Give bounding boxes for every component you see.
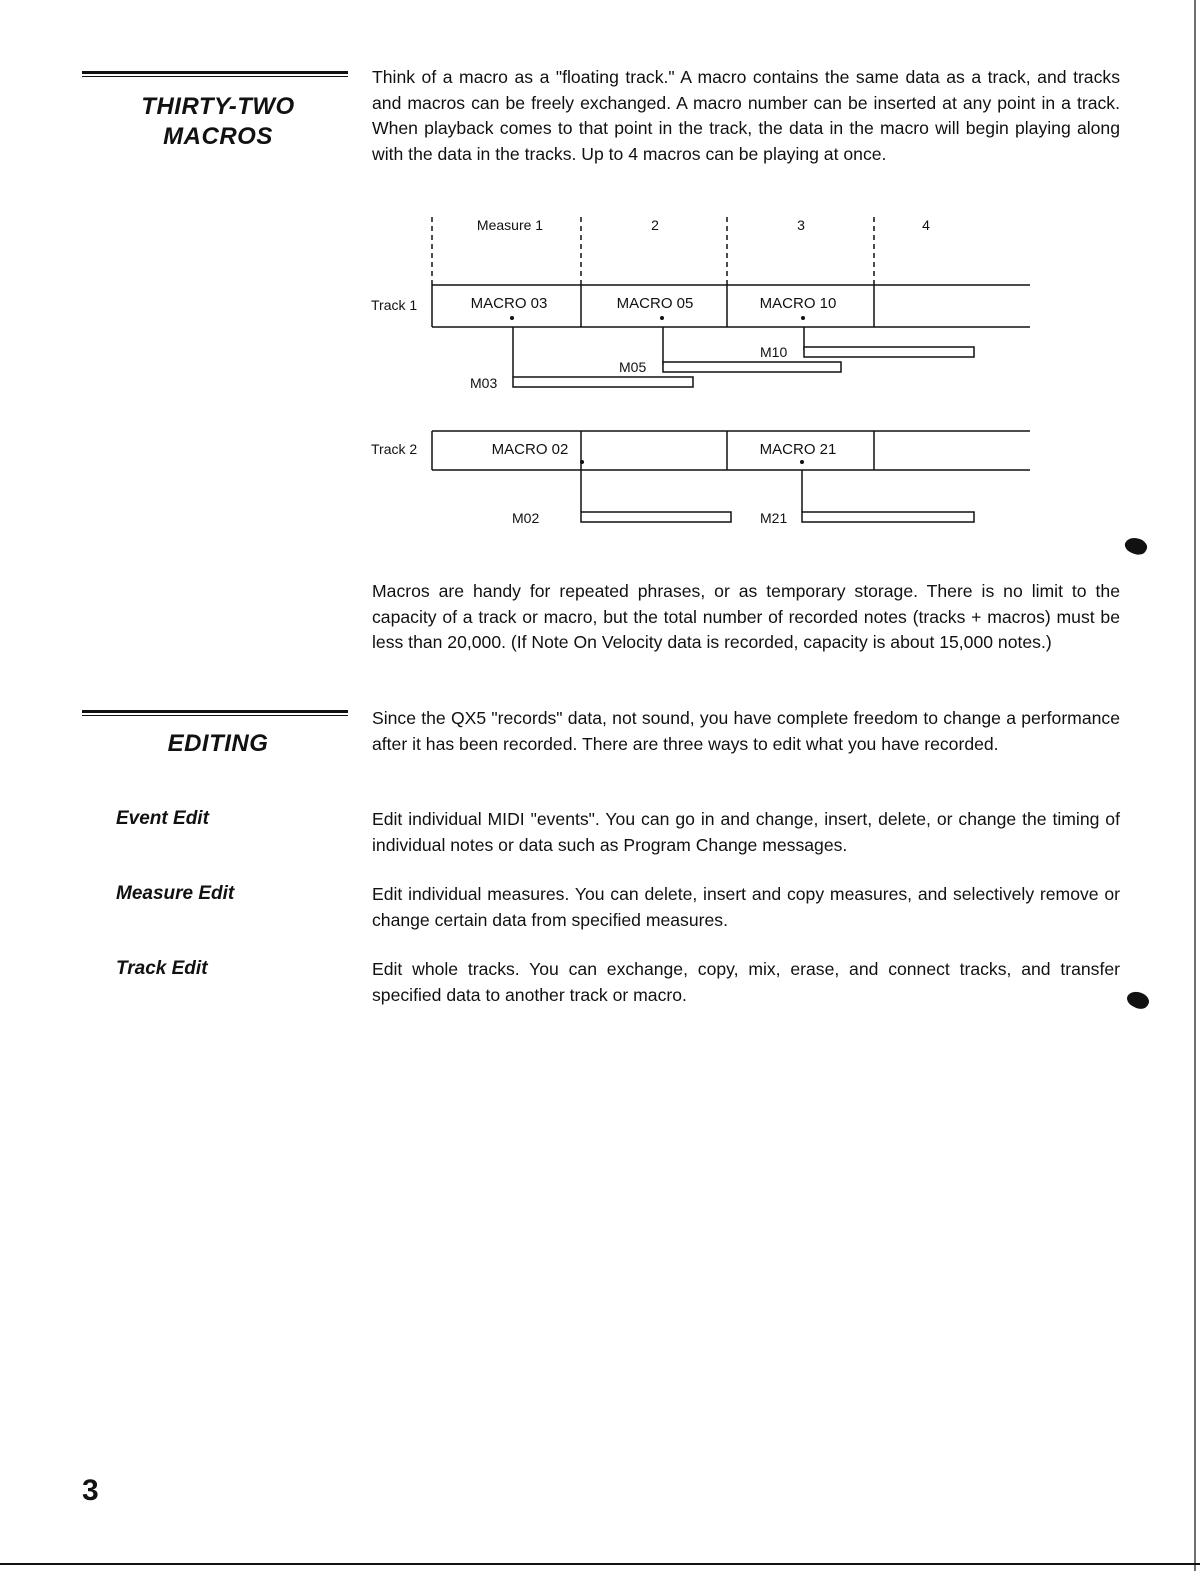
track-edit-description: Edit whole tracks. You can exchange, copy, mix, erase, and connect tracks, and transfer specified data to another track or macro.: [372, 959, 1120, 1005]
macro-label: M05: [619, 359, 647, 375]
macro-bar-m03: [513, 377, 693, 387]
macro-label: M21: [760, 510, 788, 526]
macro-label: M03: [470, 375, 498, 391]
page-edge-bottom: [0, 1563, 1200, 1565]
track-cell-label: MACRO 02: [491, 441, 569, 458]
section-rule-editing: [82, 710, 348, 716]
event-edit-term: Event Edit: [116, 808, 209, 829]
heading-line-1: THIRTY-TWO: [141, 93, 295, 120]
macro-label: M10: [760, 344, 788, 360]
insertion-dots: [510, 316, 805, 320]
measure-edit-term: Measure Edit: [116, 883, 235, 904]
macro-label: M02: [512, 510, 540, 526]
track-cell-label: MACRO 05: [616, 295, 694, 312]
measure-edit-description: Edit individual measures. You can delete, insert and copy measures, and selectively remove or change certain data from specified measures.: [372, 884, 1120, 930]
measure-label: Measure 1: [476, 217, 544, 233]
track-cell-label: MACRO 10: [759, 295, 837, 312]
macro-bar-m10: [804, 347, 974, 357]
macro-diagram: [0, 0, 1200, 560]
macro-bars-track-1: [513, 347, 974, 387]
track-label: Track 2: [371, 441, 418, 457]
section-heading-editing: EDITING: [167, 730, 269, 757]
macro-bar-m05: [663, 362, 841, 372]
track-edit-term: Track Edit: [116, 958, 208, 979]
macro-connectors-track-2: [581, 470, 802, 512]
page-number: 3: [82, 1474, 99, 1507]
measure-label: 4: [922, 217, 930, 233]
macro-bar-m02: [581, 512, 731, 522]
macro-bar-m21: [802, 512, 974, 522]
track-cell-label: MACRO 21: [759, 441, 837, 458]
macros-after-diagram-paragraph: Macros are handy for repeated phrases, or as temporary storage. There is no limit to the capacity of a track or macro, but the total number of recorded notes (tracks + macros) must be less than 20,000. (If Note On Velocity data is recorded, capacity is about 15,000 notes.): [372, 581, 1120, 653]
heading-line-2: MACROS: [163, 123, 273, 150]
editing-intro-paragraph: Since the QX5 "records" data, not sound, you have complete freedom to change a performance after it has been recorded. There are three ways to edit what you have recorded.: [372, 708, 1120, 754]
macros-intro-paragraph: Think of a macro as a "floating track." A macro contains the same data as a track, and tracks and macros can be freely exchanged. A macro number can be inserted at any point in a track. When playback comes to that point in the track, the data in the macro will begin playing along with the data in the tracks. Up to 4 macros can be playing at once.: [372, 67, 1120, 164]
scan-mark: [1124, 988, 1151, 1013]
measure-label: 3: [797, 217, 805, 233]
event-edit-description: Edit individual MIDI "events". You can go in and change, insert, delete, or change the timing of individual notes or data such as Program Change messages.: [372, 809, 1120, 855]
track-cell-label: MACRO 03: [470, 295, 548, 312]
track-label: Track 1: [371, 297, 418, 313]
measure-label: 2: [651, 217, 659, 233]
insertion-dots: [580, 460, 804, 464]
page-edge-right: [1194, 0, 1196, 1571]
